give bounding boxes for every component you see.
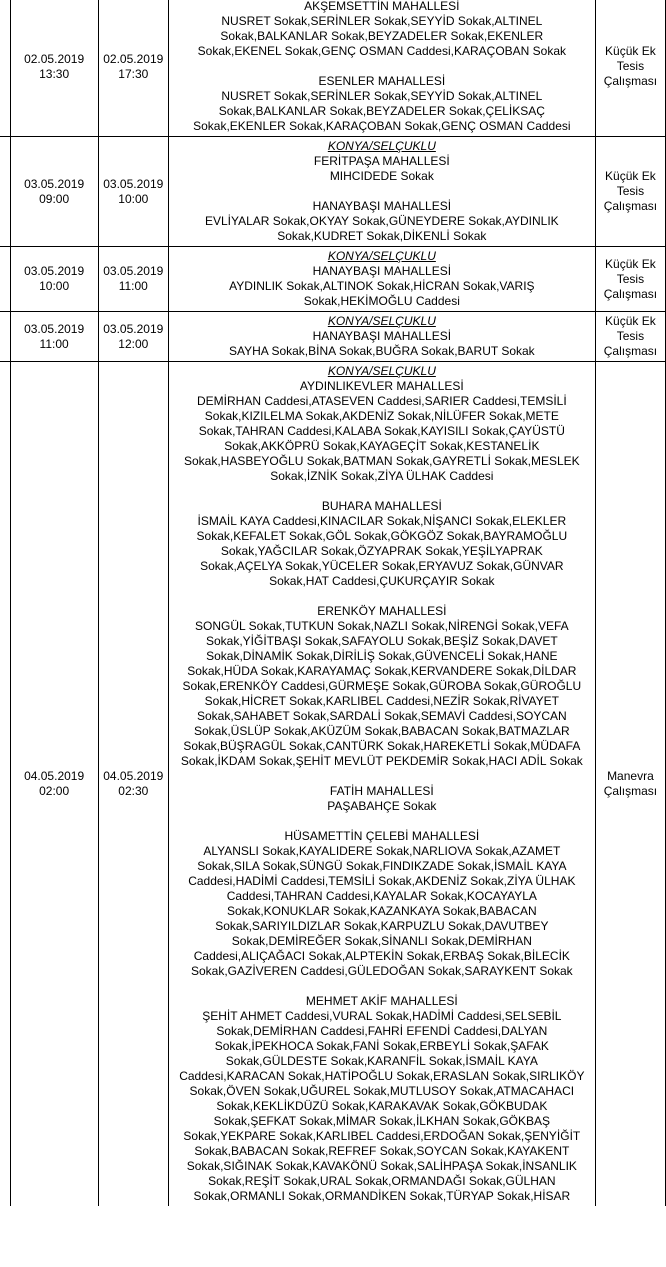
- work-type-line: Tesis: [616, 271, 645, 286]
- street-list-line: Sokak,YEKPARE Sokak,KARLIBEL Caddesi,ERDOĞAN Sokak,ŞENYİĞİT: [183, 1129, 581, 1143]
- street-list-line: Sokak,SILA Sokak,SÜNGÜ Sokak,FINDIKZADE Sokak,İSMAİL KAYA: [197, 859, 567, 873]
- block-spacer: [172, 814, 592, 829]
- start-time: 09:00: [39, 191, 70, 206]
- end-date: 03.05.2019: [103, 321, 164, 336]
- street-list-line: Sokak,HÜDA Sokak,KARAYAMAÇ Sokak,KERVANDERE Sokak,DİLDAR: [187, 664, 577, 678]
- end-date: 04.05.2019: [103, 769, 164, 783]
- work-type-line: Tesis: [616, 59, 645, 73]
- end-time: 17:30: [118, 66, 149, 81]
- neighborhood-name: AYDINLIKEVLER MAHALLESİ: [299, 379, 464, 393]
- neighborhood-name: HANAYBAŞI MAHALLESİ: [312, 264, 452, 278]
- affected-area-cell: [168, 362, 595, 1207]
- neighborhood-block: [172, 329, 592, 359]
- neighborhood-name: HANAYBAŞI MAHALLESİ: [312, 329, 452, 343]
- end-time: 11:00: [118, 279, 148, 293]
- work-type-line: Çalışması: [603, 74, 658, 88]
- neighborhood-block: [172, 499, 592, 589]
- work-type-cell: [595, 247, 665, 312]
- work-type-line: Tesis: [616, 184, 645, 198]
- street-list-line: ALYANSLI Sokak,KAYALIDERE Sokak,NARLIOVA Sokak,AZAMET: [203, 844, 561, 858]
- outage-row: [0, 247, 666, 312]
- street-list-line: Sokak,KIZILELMA Sokak,AKDENİZ Sokak,NİLÜFER Sokak,METE: [204, 409, 559, 423]
- end-time: 10:00: [118, 191, 149, 206]
- neighborhood-name: ESENLER MAHALLESİ: [318, 74, 446, 88]
- street-list-line: Sokak,ERENKÖY Caddesi,GÜRMEŞE Sokak,GÜROBA Sokak,GÜROĞLU: [182, 679, 582, 693]
- street-list-line: Sokak,SARIYILDIZLAR Sokak,KARPUZLU Sokak,DAVUTBEY: [215, 919, 549, 933]
- start-datetime-cell: [10, 137, 98, 247]
- neighborhood-block: [172, 604, 592, 769]
- work-type-line: Küçük Ek: [605, 256, 656, 271]
- outage-row: [0, 0, 666, 137]
- start-date: 03.05.2019: [24, 176, 85, 191]
- work-type-line: Küçük Ek: [605, 44, 656, 58]
- street-list-line: Caddesi,HADİMİ Caddesi,TEMSİLİ Sokak,AKDENİZ Sokak,ZİYA ÜLHAK: [188, 874, 576, 888]
- street-list-line: Sokak,HASBEYOĞLU Sokak,BATMAN Sokak,GAYRETLİ Sokak,MESLEK: [183, 454, 580, 468]
- street-list-line: MIHCIDEDE Sokak: [329, 169, 434, 183]
- street-list-line: Sokak,BÜŞRAGÜL Sokak,CANTÜRK Sokak,HAREKETLİ Sokak,MÜDAFA: [183, 739, 581, 753]
- neighborhood-name: MEHMET AKİF MAHALLESİ: [305, 994, 458, 1008]
- start-datetime-cell: [10, 0, 98, 137]
- province-district: KONYA/SELÇUKLU: [327, 314, 436, 328]
- outage-row: [0, 312, 666, 362]
- street-list-line: Sokak,AÇELYA Sokak,YÜCELER Sokak,ERYAVUZ Sokak,GÜNVAR: [200, 559, 564, 573]
- affected-area-cell: [168, 0, 595, 137]
- row-left-edge: [0, 247, 10, 312]
- work-type-cell: [595, 0, 665, 137]
- street-list-line: Sokak,YİĞİTBAŞI Sokak,SAFAYOLU Sokak,BEŞİZ Sokak,DAVET: [205, 634, 558, 648]
- end-datetime-cell: [98, 312, 168, 362]
- start-date: 03.05.2019: [24, 321, 85, 336]
- end-time: 12:00: [118, 336, 149, 351]
- start-datetime-cell: [10, 312, 98, 362]
- neighborhood-name: FERİTPAŞA MAHALLESİ: [313, 154, 450, 168]
- end-time: 02:30: [118, 784, 149, 798]
- street-list-line: Sokak,EKENEL Sokak,GENÇ OSMAN Caddesi,KARAÇOBAN Sokak: [197, 44, 567, 58]
- street-list-line: Sokak,ORMANLI Sokak,ORMANDİKEN Sokak,TÜRYAP Sokak,HİSAR: [193, 1189, 571, 1203]
- street-list-line: NUSRET Sokak,SERİNLER Sokak,SEYYİD Sokak,ALTINEL: [221, 89, 543, 103]
- work-type-line: Çalışması: [603, 286, 658, 301]
- street-list-line: AYDINLIK Sokak,ALTINOK Sokak,HİCRAN Sokak,VARIŞ: [229, 279, 535, 293]
- street-list-line: Sokak,KUDRET Sokak,DİKENLİ Sokak: [277, 229, 487, 243]
- start-date: 03.05.2019: [24, 264, 85, 278]
- street-list-line: Sokak,SIĞINAK Sokak,KAVAKÖNÜ Sokak,SALİHPAŞA Sokak,İNSANLIK: [186, 1159, 577, 1173]
- neighborhood-block: [172, 264, 592, 309]
- neighborhood-name: FATİH MAHALLESİ: [329, 784, 434, 798]
- street-list-line: Sokak,İKDAM Sokak,ŞEHİT MEVLÜT PEKDEMİR Sokak,HACI ADİL Sokak: [180, 754, 583, 768]
- street-list-line: Sokak,HAT Caddesi,ÇUKURÇAYIR Sokak: [269, 574, 495, 588]
- affected-area-cell: [168, 312, 595, 362]
- street-list-line: Sokak,TAHRAN Caddesi,KALABA Sokak,KAYISILI Sokak,ÇAYÜSTÜ: [198, 424, 565, 438]
- street-list-line: SONGÜL Sokak,TUTKUN Sokak,NAZLI Sokak,NİRENGİ Sokak,VEFA: [195, 619, 569, 633]
- end-datetime-cell: [98, 362, 168, 1207]
- end-datetime-cell: [98, 137, 168, 247]
- block-spacer: [172, 484, 592, 499]
- street-list-line: EVLİYALAR Sokak,OKYAY Sokak,GÜNEYDERE Sokak,AYDINLIK: [204, 214, 559, 228]
- neighborhood-name: AKŞEMSETTİN MAHALLESİ: [304, 0, 460, 13]
- start-time: 10:00: [39, 279, 70, 293]
- start-datetime-cell: [10, 247, 98, 312]
- neighborhood-name: BUHARA MAHALLESİ: [321, 499, 442, 513]
- street-list-line: Sokak,YAĞCILAR Sokak,ÖZYAPRAK Sokak,YEŞİLYAPRAK: [220, 544, 543, 558]
- work-type-cell: [595, 312, 665, 362]
- street-list-line: Caddesi,ALIÇAĞACI Sokak,ALPTEKİN Sokak,ERBAŞ Sokak,BİLECİK: [193, 949, 570, 963]
- province-district: KONYA/SELÇUKLU: [327, 249, 436, 263]
- work-type-line: Manevra: [607, 769, 654, 783]
- row-left-edge: [0, 0, 10, 137]
- outage-row: [0, 362, 666, 1207]
- block-spacer: [172, 59, 592, 74]
- street-list-line: Sokak,ÜSLÜP Sokak,AKÜZÜM Sokak,BABACAN Sokak,BATMAZLAR: [193, 724, 570, 738]
- block-spacer: [172, 589, 592, 604]
- street-list-line: Sokak,KEKLİKDÜZÜ Sokak,KARAKAVAK Sokak,GÖKBUDAK: [216, 1099, 548, 1113]
- neighborhood-block: [172, 74, 592, 134]
- street-list-line: Sokak,BALKANLAR Sokak,BEYZADELER Sokak,EKENLER: [220, 29, 544, 43]
- work-type-cell: [595, 137, 665, 247]
- province-district: KONYA/SELÇUKLU: [327, 364, 436, 378]
- street-list-line: Sokak,HEKİMOĞLU Caddesi: [303, 294, 460, 308]
- end-date: 03.05.2019: [103, 176, 164, 191]
- street-list-line: Sokak,DEMİRHAN Caddesi,FAHRİ EFENDİ Caddesi,DALYAN: [216, 1024, 548, 1038]
- neighborhood-block: [172, 784, 592, 814]
- work-type-cell: [595, 362, 665, 1207]
- work-type-line: Çalışması: [603, 784, 658, 798]
- work-type-line: Çalışması: [603, 199, 658, 213]
- end-datetime-cell: [98, 247, 168, 312]
- start-date: 02.05.2019: [24, 51, 85, 66]
- province-district: KONYA/SELÇUKLU: [327, 139, 436, 153]
- street-list-line: DEMİRHAN Caddesi,ATASEVEN Caddesi,SARIER Caddesi,TEMSİLİ: [196, 394, 567, 408]
- start-time: 02:00: [39, 784, 70, 798]
- block-spacer: [172, 979, 592, 994]
- street-list-line: Sokak,SAHABET Sokak,SARDALİ Sokak,SEMAVİ Caddesi,SOYCAN: [196, 709, 567, 723]
- row-left-edge: [0, 137, 10, 247]
- street-list-line: İSMAİL KAYA Caddesi,KINACILAR Sokak,NİŞANCI Sokak,ELEKLER: [197, 514, 567, 528]
- start-date: 04.05.2019: [24, 769, 85, 783]
- neighborhood-name: HANAYBAŞI MAHALLESİ: [312, 199, 452, 213]
- street-list-line: Sokak,REŞİT Sokak,URAL Sokak,ORMANDAĞI Sokak,GÜLHAN: [208, 1174, 556, 1188]
- street-list-line: Caddesi,TAHRAN Caddesi,KAYALAR Sokak,KOCAYAYLA: [226, 889, 537, 903]
- start-datetime-cell: [10, 362, 98, 1207]
- street-list-line: Sokak,DİNAMİK Sokak,DİRİLİŞ Sokak,GÜVENCELİ Sokak,HANE: [206, 649, 558, 663]
- street-list-line: Sokak,İZNİK Sokak,ZİYA ÜLHAK Caddesi: [270, 469, 494, 483]
- neighborhood-block: [172, 829, 592, 979]
- affected-area-cell: [168, 137, 595, 247]
- street-list-line: ŞEHİT AHMET Caddesi,VURAL Sokak,HADİMİ Caddesi,SELSEBİL: [202, 1009, 562, 1023]
- row-left-edge: [0, 362, 10, 1207]
- outage-row: [0, 137, 666, 247]
- street-list-line: Sokak,KONUKLAR Sokak,KAZANKAYA Sokak,BABACAN: [226, 904, 537, 918]
- street-list-line: Sokak,BABACAN Sokak,REFREF Sokak,SOYCAN Sokak,KAYAKENT: [194, 1144, 570, 1158]
- end-datetime-cell: [98, 0, 168, 137]
- street-list-line: Sokak,AKKÖPRÜ Sokak,KAYAGEÇİT Sokak,KESTANELİK: [224, 439, 540, 453]
- row-left-edge: [0, 312, 10, 362]
- end-date: 02.05.2019: [103, 51, 164, 66]
- block-spacer: [172, 769, 592, 784]
- street-list-line: Sokak,GÜLDESTE Sokak,KARANFİL Sokak,İSMAİL KAYA: [225, 1054, 538, 1068]
- block-spacer: [172, 184, 592, 199]
- street-list-line: SAYHA Sokak,BİNA Sokak,BUĞRA Sokak,BARUT Sokak: [228, 344, 535, 358]
- work-type-line: Küçük Ek: [605, 314, 656, 328]
- neighborhood-block: [172, 994, 592, 1204]
- neighborhood-name: HÜSAMETTİN ÇELEBİ MAHALLESİ: [284, 829, 480, 843]
- street-list-line: PAŞABAHÇE Sokak: [327, 799, 437, 813]
- work-type-line: Tesis: [616, 329, 645, 343]
- street-list-line: Caddesi,KARACAN Sokak,HATİPOĞLU Sokak,ERASLAN Sokak,SIRLIKÖY: [179, 1069, 585, 1083]
- street-list-line: Sokak,ŞEFKAT Sokak,MİMAR Sokak,İLKHAN Sokak,GÖKBAŞ: [213, 1114, 550, 1128]
- street-list-line: Sokak,KEFALET Sokak,GÖL Sokak,GÖKGÖZ Sokak,BAYRAMOĞLU: [196, 529, 568, 543]
- street-list-line: Sokak,İPEKHOCA Sokak,FANİ Sokak,ERBEYLİ Sokak,ŞAFAK: [214, 1039, 549, 1053]
- street-list-line: Sokak,BALKANLAR Sokak,BEYZADELER Sokak,ÇELİKSAÇ: [218, 104, 545, 118]
- neighborhood-name: ERENKÖY MAHALLESİ: [317, 604, 447, 618]
- neighborhood-block: [172, 0, 592, 59]
- neighborhood-block: [172, 199, 592, 244]
- street-list-line: NUSRET Sokak,SERİNLER Sokak,SEYYİD Sokak,ALTINEL: [221, 14, 543, 28]
- work-type-line: Küçük Ek: [605, 169, 656, 183]
- end-date: 03.05.2019: [103, 264, 164, 278]
- street-list-line: Sokak,ÖVEN Sokak,UĞUREL Sokak,MUTLUSOY Sokak,ATMACAHACI: [189, 1084, 575, 1098]
- start-time: 13:30: [39, 66, 70, 81]
- neighborhood-block: [172, 379, 592, 484]
- street-list-line: Sokak,DEMİREĞER Sokak,SİNANLI Sokak,DEMİRHAN: [231, 934, 532, 948]
- street-list-line: Sokak,EKENLER Sokak,KARAÇOBAN Sokak,GENÇ OSMAN Caddesi: [193, 119, 571, 133]
- affected-area-cell: [168, 247, 595, 312]
- work-type-line: Çalışması: [603, 344, 658, 358]
- street-list-line: Sokak,HİCRET Sokak,KARLIBEL Caddesi,NEZİR Sokak,RİVAYET: [204, 694, 560, 708]
- start-time: 11:00: [39, 336, 69, 351]
- street-list-line: Sokak,GAZİVEREN Caddesi,GÜLEDOĞAN Sokak,SARAYKENT Sokak: [190, 964, 573, 978]
- neighborhood-block: [172, 154, 592, 184]
